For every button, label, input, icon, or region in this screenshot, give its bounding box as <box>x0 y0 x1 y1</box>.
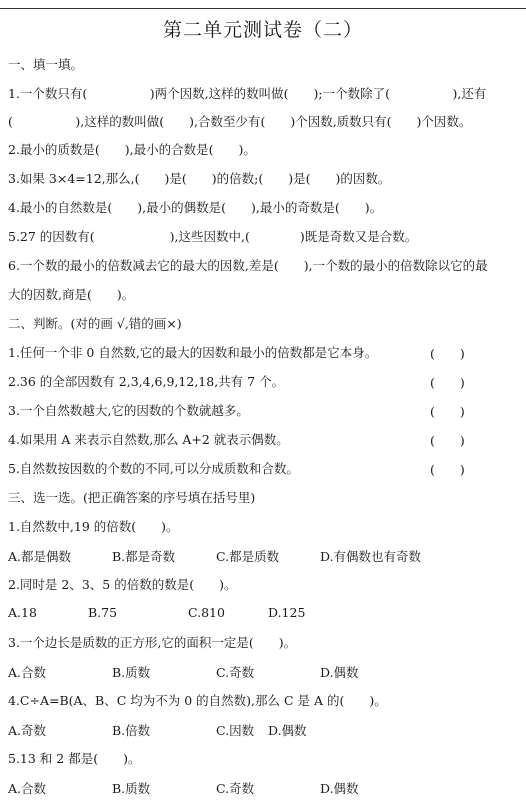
section3-heading: 三、选一选。(把正确答案的序号填在括号里) <box>8 490 256 505</box>
choice-5-option-a: A.合数 <box>8 781 47 796</box>
section2-heading: 二、判断。(对的画 √,错的画×) <box>8 316 182 331</box>
judge-item-3: 3.一个自然数越大,它的因数的个数就越多。 <box>8 403 249 418</box>
choice-4-option-d: D.偶数 <box>268 723 307 738</box>
choice-2-option-a: A.18 <box>8 605 37 620</box>
fill-line-3: 2.最小的质数是( ),最小的合数是( )。 <box>8 142 256 157</box>
judge-answer-blank-1: ( ) <box>430 346 465 361</box>
fill-line-7: 6.一个数的最小的倍数减去它的最大的因数,差是( ),一个数的最小的倍数除以它的最 <box>8 258 488 273</box>
page-title: 第二单元测试卷（二） <box>162 19 363 41</box>
judge-item-5: 5.自然数按因数的个数的不同,可以分成质数和合数。 <box>8 461 299 476</box>
fill-line-1: 1.一个数只有( )两个因数,这样的数叫做( );一个数除了( ),还有 <box>8 86 487 101</box>
choice-3-option-b: B.质数 <box>112 665 151 680</box>
choice-1-option-a: A.都是偶数 <box>8 549 72 564</box>
choice-3-option-c: C.奇数 <box>216 665 255 680</box>
top-rule <box>0 8 526 9</box>
choice-question-2: 2.同时是 2、3、5 的倍数的数是( )。 <box>8 577 237 592</box>
choice-3-option-a: A.合数 <box>8 665 47 680</box>
choice-question-1: 1.自然数中,19 的倍数( )。 <box>8 519 179 534</box>
judge-item-1: 1.任何一个非 0 自然数,它的最大的因数和最小的倍数都是它本身。 <box>8 345 378 360</box>
judge-item-2: 2.36 的全部因数有 2,3,4,6,9,12,18,共有 7 个。 <box>8 374 285 389</box>
fill-line-6: 5.27 的因数有( ),这些因数中,( )既是奇数又是合数。 <box>8 229 418 244</box>
fill-line-8: 大的因数,商是( )。 <box>8 287 135 302</box>
choice-question-3: 3.一个边长是质数的正方形,它的面积一定是( )。 <box>8 635 297 650</box>
choice-5-option-c: C.奇数 <box>216 781 255 796</box>
judge-answer-blank-5: ( ) <box>430 462 465 477</box>
choice-question-4: 4.C÷A=B(A、B、C 均为不为 0 的自然数),那么 C 是 A 的( )。 <box>8 693 387 708</box>
choice-1-option-c: C.都是质数 <box>216 549 280 564</box>
choice-5-option-b: B.质数 <box>112 781 151 796</box>
fill-line-2: ( ),这样的数叫做( ),合数至少有( )个因数,质数只有( )个因数。 <box>8 114 472 129</box>
judge-answer-blank-4: ( ) <box>430 433 465 448</box>
judge-answer-blank-3: ( ) <box>430 404 465 419</box>
judge-answer-blank-2: ( ) <box>430 375 465 390</box>
choice-2-option-d: D.125 <box>268 605 306 620</box>
choice-5-option-d: D.偶数 <box>320 781 359 796</box>
choice-3-option-d: D.偶数 <box>320 665 359 680</box>
choice-2-option-b: B.75 <box>88 605 118 620</box>
choice-4-option-a: A.奇数 <box>8 723 47 738</box>
choice-question-5: 5.13 和 2 都是( )。 <box>8 751 141 766</box>
choice-1-option-d: D.有偶数也有奇数 <box>320 549 422 564</box>
choice-4-option-b: B.倍数 <box>112 723 151 738</box>
choice-2-option-c: C.810 <box>188 605 225 620</box>
fill-line-5: 4.最小的自然数是( ),最小的偶数是( ),最小的奇数是( )。 <box>8 200 383 215</box>
choice-1-option-b: B.都是奇数 <box>112 549 176 564</box>
judge-item-4: 4.如果用 A 来表示自然数,那么 A+2 就表示偶数。 <box>8 432 289 447</box>
section1-heading: 一、填一填。 <box>8 57 84 72</box>
fill-line-4: 3.如果 3×4=12,那么,( )是( )的倍数;( )是( )的因数。 <box>8 171 391 186</box>
choice-4-option-c: C.因数 <box>216 723 255 738</box>
